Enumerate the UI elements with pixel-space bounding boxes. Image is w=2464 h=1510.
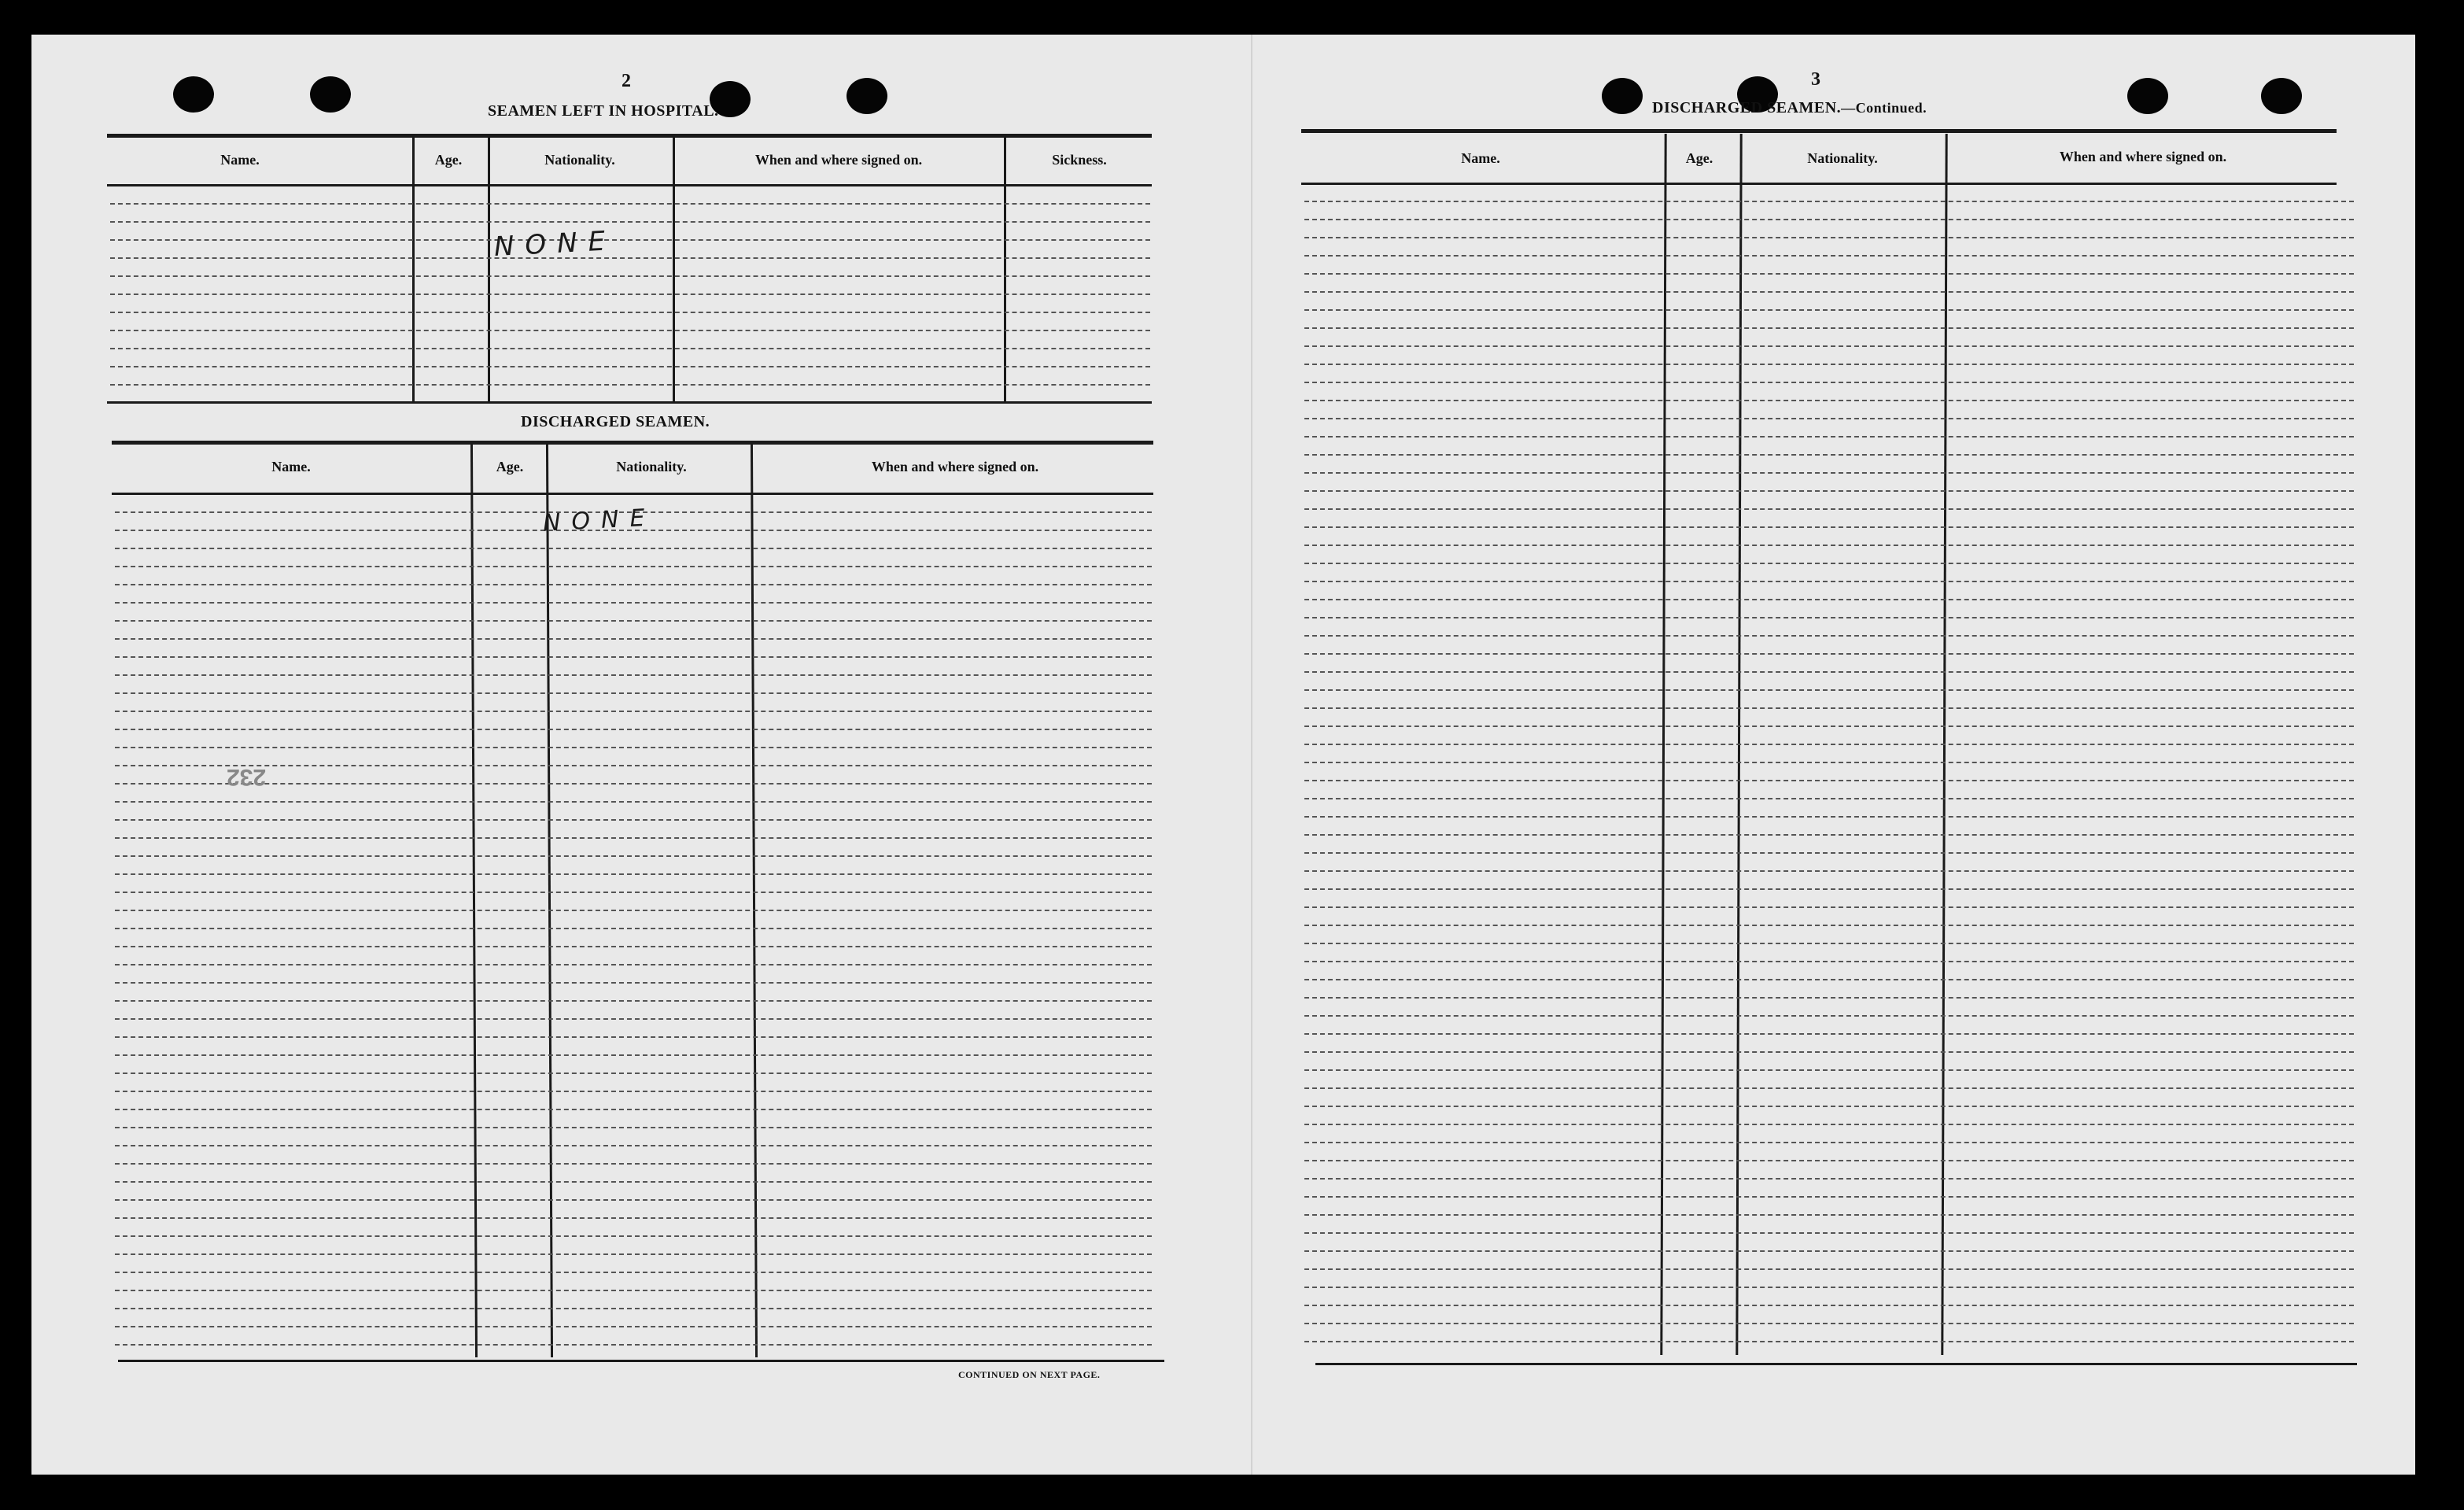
right-header-rule: [1301, 183, 2337, 185]
discharged-handwritten-entry: NONE: [542, 504, 657, 537]
discharged-table-bottom-rule: [118, 1360, 1164, 1362]
ruled-line: [1304, 563, 2354, 564]
ruled-line: [115, 729, 1152, 730]
ruled-line: [115, 674, 1152, 676]
ruled-line: [1304, 1069, 2354, 1071]
ruled-line: [1304, 870, 2354, 872]
ruled-line: [115, 1344, 1152, 1346]
ruled-line: [1304, 237, 2354, 238]
ruled-line: [115, 747, 1152, 748]
ruled-line: [1304, 906, 2354, 908]
ruled-line: [1304, 364, 2354, 365]
right-col-age: Age.: [1685, 150, 1713, 166]
discharged-table-top-rule: [112, 441, 1153, 445]
ruled-line: [1304, 1268, 2354, 1270]
punch-hole: [1602, 78, 1643, 114]
ruled-line: [110, 203, 1150, 205]
ruled-line: [1304, 273, 2354, 275]
ruled-line: [115, 819, 1152, 821]
right-section-title-suffix: —Continued.: [1841, 100, 1927, 116]
page-number-left: 2: [622, 71, 631, 91]
hospital-col-signed-on: When and where signed on.: [754, 152, 923, 168]
ruled-line: [1304, 599, 2354, 600]
ruled-line: [115, 873, 1152, 875]
discharged-col-name: Name.: [271, 459, 311, 474]
ruled-line: [115, 1109, 1152, 1110]
ruled-line: [115, 765, 1152, 766]
ruled-line: [1304, 454, 2354, 456]
ruled-line: [115, 946, 1152, 947]
ruled-line: [110, 275, 1150, 277]
ruled-line: [1304, 762, 2354, 763]
ruled-line: [1304, 961, 2354, 962]
ruled-line: [115, 1000, 1152, 1002]
hospital-header-rule: [107, 184, 1152, 186]
ruled-line: [1304, 1051, 2354, 1053]
ruled-line: [1304, 1232, 2354, 1234]
ruled-line: [1304, 653, 2354, 655]
ruled-line: [1304, 418, 2354, 419]
ruled-line: [115, 1163, 1152, 1165]
ruled-line: [115, 964, 1152, 965]
right-table-top-rule: [1301, 129, 2337, 133]
punch-hole: [310, 76, 351, 113]
right-section-title-text: DISCHARGED SEAMEN.: [1652, 99, 1842, 116]
ruled-line: [1304, 581, 2354, 582]
ruled-line: [115, 584, 1152, 585]
ruled-line: [1304, 617, 2354, 618]
hospital-col-divider: [412, 135, 415, 401]
ruled-line: [1304, 490, 2354, 492]
ruled-line: [1304, 201, 2354, 202]
ruled-line: [1304, 508, 2354, 510]
ruled-line: [1304, 1015, 2354, 1017]
ruled-line: [110, 366, 1150, 367]
continued-footer-note: CONTINUED ON NEXT PAGE.: [958, 1369, 1101, 1380]
ruled-line: [115, 1073, 1152, 1074]
ruled-line: [115, 1199, 1152, 1201]
discharged-section-title: DISCHARGED SEAMEN.: [521, 413, 710, 430]
ruled-line: [1304, 1178, 2354, 1180]
ruled-line: [115, 1253, 1152, 1255]
ruled-line: [1304, 1214, 2354, 1216]
ruled-line: [1304, 1033, 2354, 1035]
ruled-line: [115, 1036, 1152, 1038]
ruled-line: [1304, 997, 2354, 999]
ruled-line: [115, 656, 1152, 658]
hospital-col-divider: [673, 135, 675, 401]
ruled-line: [115, 620, 1152, 622]
ruled-line: [110, 312, 1150, 313]
hospital-col-sickness: Sickness.: [1052, 152, 1107, 168]
ruled-line: [1304, 744, 2354, 745]
ruled-line: [110, 239, 1150, 241]
ruled-line: [115, 602, 1152, 604]
ruled-line: [1304, 1142, 2354, 1143]
ruled-line: [1304, 834, 2354, 836]
ruled-line: [115, 566, 1152, 567]
ruled-line: [1304, 309, 2354, 311]
document-sheet: [31, 35, 2415, 1475]
ruled-line: [1304, 526, 2354, 528]
right-table-bottom-rule: [1315, 1363, 2357, 1365]
ruled-line: [115, 711, 1152, 712]
ruled-line: [110, 221, 1150, 223]
ruled-line: [110, 348, 1150, 349]
discharged-col-signed-on: When and where signed on.: [871, 459, 1039, 474]
ruled-line: [1304, 635, 2354, 637]
page-stamp-number: 232: [227, 764, 267, 790]
hospital-col-age: Age.: [434, 152, 463, 168]
right-col-nationality: Nationality.: [1807, 150, 1878, 166]
punch-hole: [2261, 78, 2302, 114]
ruled-line: [1304, 1087, 2354, 1089]
ruled-line: [1304, 1287, 2354, 1288]
ruled-line: [1304, 1196, 2354, 1198]
ruled-line: [1304, 472, 2354, 474]
ruled-line: [1304, 707, 2354, 709]
ruled-line: [1304, 888, 2354, 890]
right-col-name: Name.: [1461, 150, 1500, 166]
hospital-col-name: Name.: [220, 152, 260, 168]
ruled-line: [1304, 1124, 2354, 1125]
ruled-line: [1304, 725, 2354, 727]
ruled-line: [1304, 943, 2354, 944]
ruled-line: [115, 1145, 1152, 1146]
hospital-col-divider: [488, 135, 490, 401]
discharged-col-age: Age.: [496, 459, 524, 474]
ruled-line: [115, 1308, 1152, 1309]
ruled-line: [115, 855, 1152, 857]
ruled-line: [1304, 798, 2354, 799]
ruled-line: [1304, 1250, 2354, 1252]
ruled-line: [110, 384, 1150, 386]
ruled-line: [115, 1181, 1152, 1183]
punch-hole: [173, 76, 214, 113]
punch-hole: [847, 78, 887, 114]
ruled-line: [1304, 925, 2354, 926]
ruled-line: [1304, 1323, 2354, 1324]
hospital-section-title: SEAMEN LEFT IN HOSPITAL.: [488, 102, 719, 120]
ruled-line: [110, 294, 1150, 295]
ruled-line: [1304, 219, 2354, 220]
ruled-line: [115, 1018, 1152, 1020]
ruled-line: [1304, 1305, 2354, 1306]
right-col-signed-on: When and where signed on.: [2059, 149, 2227, 164]
ruled-line: [1304, 816, 2354, 818]
ruled-line: [115, 783, 1152, 785]
ruled-line: [1304, 1106, 2354, 1107]
hospital-table-bottom-rule: [107, 401, 1152, 404]
ruled-line: [1304, 400, 2354, 401]
ruled-line: [115, 692, 1152, 694]
ruled-line: [1304, 979, 2354, 980]
hospital-col-nationality: Nationality.: [544, 152, 615, 168]
page-fold: [1251, 35, 1252, 1475]
ruled-line: [115, 1272, 1152, 1273]
ruled-line: [1304, 382, 2354, 383]
ruled-line: [1304, 671, 2354, 673]
discharged-header-rule: [112, 493, 1153, 495]
ruled-line: [115, 928, 1152, 929]
ruled-line: [1304, 291, 2354, 293]
ruled-line: [115, 837, 1152, 839]
hospital-col-divider: [1004, 135, 1006, 401]
right-section-title: [1652, 99, 1927, 117]
ruled-line: [1304, 1341, 2354, 1342]
punch-hole: [2127, 78, 2168, 114]
ruled-line: [1304, 345, 2354, 347]
ruled-line: [1304, 255, 2354, 257]
ruled-line: [115, 1217, 1152, 1219]
ruled-line: [1304, 780, 2354, 781]
hospital-handwritten-entry: NONE: [493, 224, 618, 264]
ruled-line: [115, 1091, 1152, 1092]
ruled-line: [115, 638, 1152, 640]
ruled-line: [115, 801, 1152, 803]
ruled-line: [115, 548, 1152, 549]
ruled-line: [115, 982, 1152, 984]
ruled-line: [115, 1235, 1152, 1237]
hospital-table-top-rule: [107, 134, 1152, 138]
ruled-line: [1304, 436, 2354, 437]
ruled-line: [110, 257, 1150, 259]
ruled-line: [1304, 689, 2354, 691]
ruled-line: [115, 1290, 1152, 1291]
ruled-line: [1304, 1160, 2354, 1161]
ruled-line: [1304, 545, 2354, 546]
ruled-line: [115, 1326, 1152, 1327]
ruled-line: [110, 330, 1150, 331]
ruled-line: [115, 1054, 1152, 1056]
page-number-right: 3: [1811, 69, 1820, 90]
ruled-line: [115, 910, 1152, 911]
ruled-line: [115, 1127, 1152, 1128]
ruled-line: [1304, 327, 2354, 329]
discharged-col-nationality: Nationality.: [616, 459, 687, 474]
ruled-line: [115, 892, 1152, 893]
ruled-line: [1304, 852, 2354, 854]
